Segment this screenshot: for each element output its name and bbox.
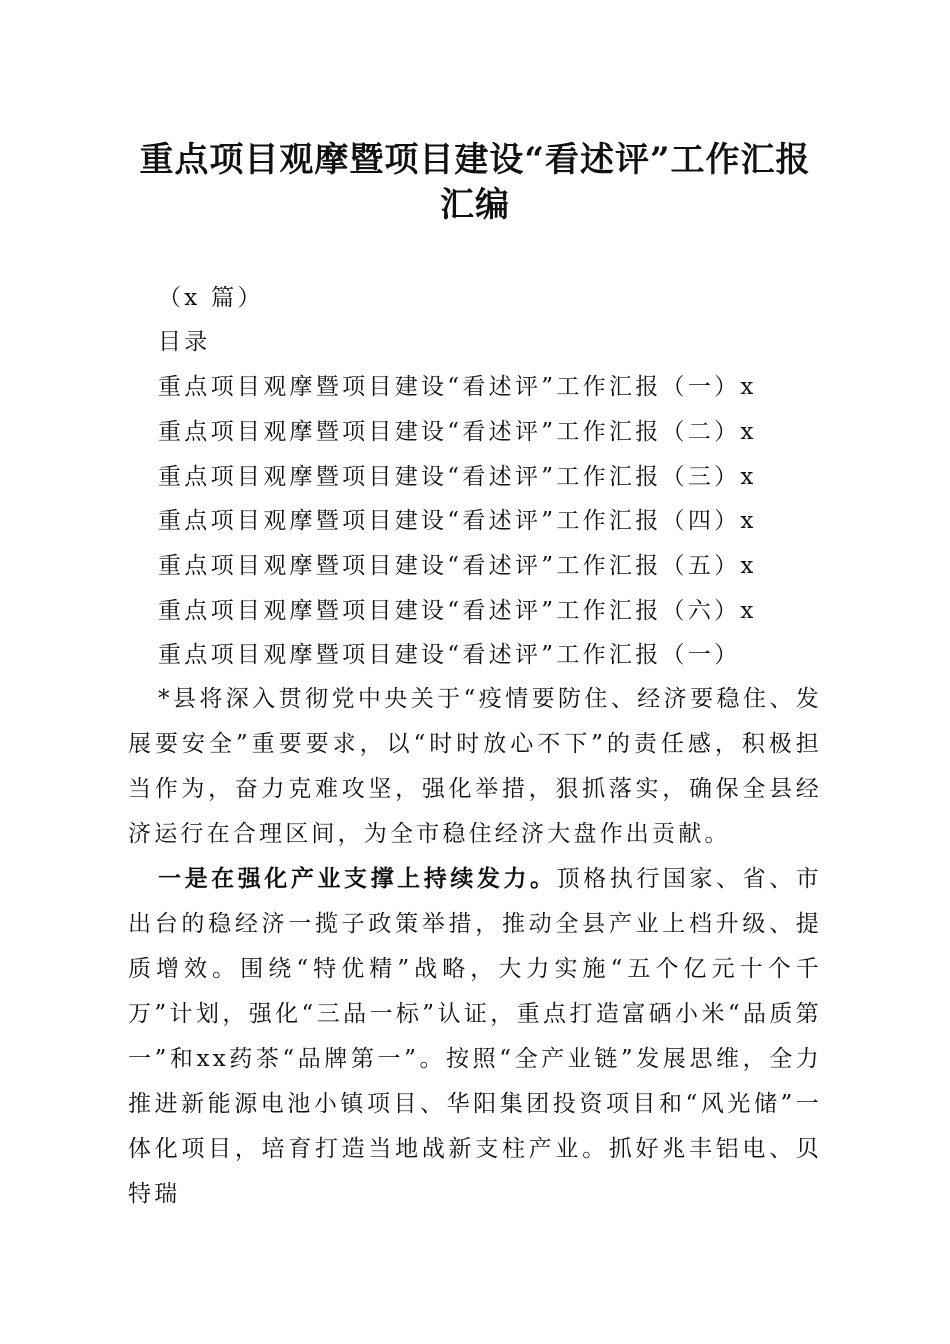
toc-heading: 目录 — [158, 329, 211, 355]
toc-item: 重点项目观摩暨项目建设“看述评”工作汇报（四）x — [158, 508, 757, 534]
toc-item: 重点项目观摩暨项目建设“看述评”工作汇报（一）x — [158, 374, 757, 400]
paragraph-lead-sentence: 一是在强化产业支撑上持续发力。 — [158, 865, 557, 892]
article-count-note: （x 篇） — [158, 285, 264, 311]
body-paragraph-1: *县将深入贯彻党中央关于“疫情要防住、经济要稳住、发展要安全”重要要求，以“时时放心不下”的责任感，积极担当作为，奋力克难攻坚，强化举措，狠抓落实，确保全县经济运行在合理区间，为全市稳住经济大盘作出贡献。 — [128, 686, 822, 847]
document-title-line-2: 汇编 — [440, 185, 510, 225]
toc-item: 重点项目观摩暨项目建设“看述评”工作汇报（五）x — [158, 553, 757, 579]
toc-item: 重点项目观摩暨项目建设“看述评”工作汇报（六）x — [158, 598, 757, 624]
document-title-line-1: 重点项目观摩暨项目建设“看述评”工作汇报 — [139, 140, 811, 180]
toc-item: 重点项目观摩暨项目建设“看述评”工作汇报（三）x — [158, 464, 757, 490]
toc-item: 重点项目观摩暨项目建设“看述评”工作汇报（二）x — [158, 419, 757, 445]
paragraph-body-text: 顶格执行国家、省、市出台的稳经济一揽子政策举措，推动全县产业上档升级、提质增效。围绕“特优精”战略，大力实施“五个亿元十个千万”计划，强化“三品一标”认证，重点打造富硒小米“品质第一”和xx药茶“品牌第一”。按照“全产业链”发展思维，全力推进新能源电池小镇项目、华阳集团投资项目和“风光储”一体化项目，培育打造当地战新支柱产业。抓好兆丰铝电、贝特瑞 — [128, 866, 822, 1207]
section-heading: 重点项目观摩暨项目建设“看述评”工作汇报（一） — [158, 642, 741, 668]
body-paragraph-2 — [128, 856, 822, 1217]
